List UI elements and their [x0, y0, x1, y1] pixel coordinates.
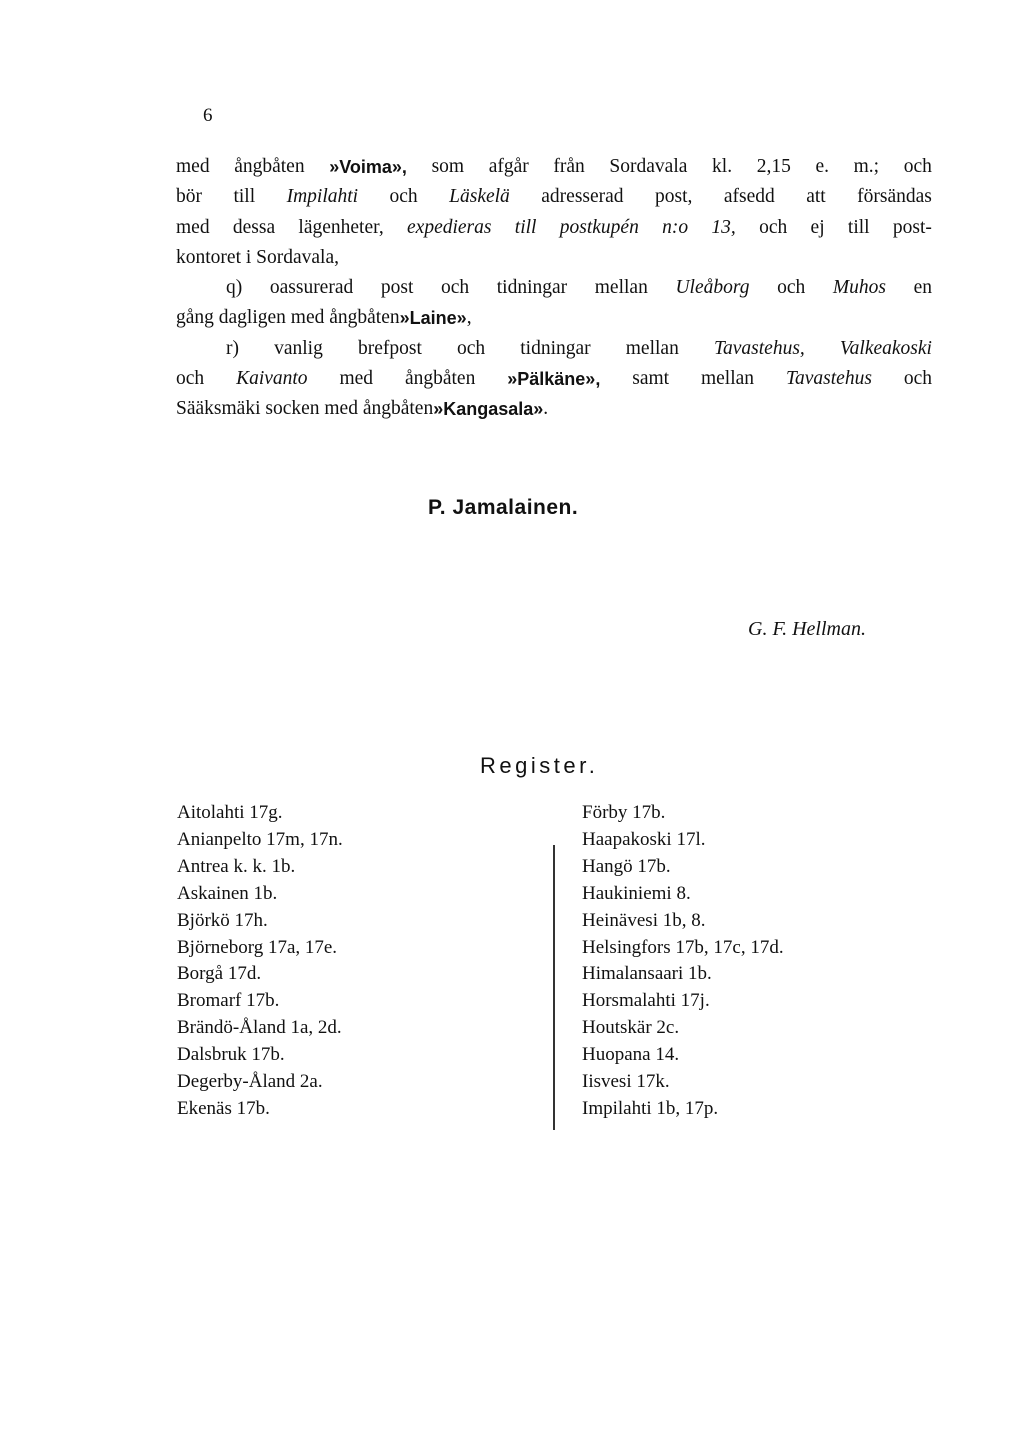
register-entry: Iisvesi 17k.: [582, 1071, 670, 1093]
punctuation: ,: [466, 307, 472, 329]
word: Sordavala: [609, 156, 688, 177]
register-entry: Degerby-Åland 2a.: [177, 1071, 323, 1093]
word: 13,: [711, 216, 736, 238]
punctuation: .: [543, 398, 549, 420]
word: lägenheter,: [298, 216, 384, 238]
word: post,: [655, 186, 693, 208]
text-line-9: [176, 394, 932, 424]
word: kl.: [712, 156, 733, 177]
text-line-3: [176, 213, 932, 243]
register-entry: Impilahti 1b, 17p.: [582, 1097, 719, 1119]
word: m.;: [853, 156, 880, 177]
word: q): [226, 277, 243, 299]
page-number: 6: [203, 105, 213, 126]
signature-jamalainen: P. Jamalainen.: [428, 496, 579, 519]
word: n:o: [662, 216, 689, 238]
word: med: [339, 368, 374, 390]
word: och: [176, 368, 205, 390]
boat-name: »Voima»,: [329, 157, 407, 177]
place-name: Muhos: [832, 277, 886, 299]
word: ångbåten: [404, 368, 476, 390]
register-entry: Brändö-Åland 1a, 2d.: [177, 1017, 342, 1039]
word: r): [226, 337, 239, 359]
register-entry: Dalsbruk 17b.: [177, 1044, 285, 1066]
register-entry: Haukiniemi 8.: [582, 882, 691, 904]
register-entry: Horsmalahti 17j.: [582, 990, 710, 1012]
register-entry: Förby 17b.: [582, 802, 666, 823]
word: från: [553, 156, 585, 177]
register-column-left: [177, 800, 343, 1123]
word: och: [777, 277, 806, 299]
text-run: gång dagligen med ångbåten: [176, 307, 400, 329]
word: mellan: [594, 277, 648, 299]
register-entry: Huopana 14.: [582, 1044, 680, 1066]
word: expedieras: [407, 216, 492, 238]
register-entry: Haapakoski 17l.: [582, 828, 706, 850]
place-name: Läskelä: [449, 186, 510, 208]
word: adresserad: [541, 186, 624, 208]
register-title: Register.: [480, 753, 599, 778]
word: till: [233, 186, 256, 208]
word: mellan: [625, 337, 679, 359]
word: och: [440, 277, 470, 299]
register-entry: Bromarf 17b.: [177, 990, 280, 1012]
text-run: Sääksmäki socken med ångbåten: [176, 398, 434, 420]
signature-hellman: G. F. Hellman.: [748, 618, 866, 640]
word: som: [431, 156, 465, 177]
text-line-5: [176, 273, 932, 303]
word: till: [847, 216, 870, 238]
word: brefpost: [357, 337, 422, 359]
word: post: [380, 277, 414, 299]
register-entry: Aitolahti 17g.: [177, 802, 283, 823]
word: mellan: [700, 368, 755, 390]
text-line-7: [176, 334, 932, 364]
boat-name: »Pälkäne»,: [507, 369, 601, 390]
word: dessa: [232, 216, 276, 238]
register-entry: Borgå 17d.: [177, 963, 262, 985]
place-name: Uleåborg: [675, 277, 750, 299]
register-entry: Heinävesi 1b, 8.: [582, 909, 706, 931]
boat-name: »Kangasala»: [433, 399, 544, 420]
column-divider: [553, 845, 555, 1130]
text-line-6: [176, 303, 932, 333]
word: ej: [810, 216, 825, 238]
place-name: Tavastehus,: [713, 337, 805, 359]
word: samt: [632, 368, 670, 390]
register-entry: Houtskär 2c.: [582, 1017, 680, 1039]
word: och: [456, 337, 486, 359]
word: tidningar: [520, 337, 591, 359]
place-name: Impilahti: [286, 186, 359, 208]
word: 2,15: [756, 156, 791, 177]
word: försändas: [857, 186, 932, 208]
word: en: [913, 277, 932, 299]
register-entry: Helsingfors 17b, 17c, 17d.: [582, 936, 784, 958]
register-entry: Björneborg 17a, 17e.: [177, 936, 338, 958]
place-name: Kaivanto: [236, 368, 308, 390]
text-line-4: [176, 243, 932, 273]
word: och: [389, 186, 418, 208]
register-entry: Askainen 1b.: [177, 882, 278, 904]
place-name: Tavastehus: [785, 368, 872, 390]
word: att: [806, 186, 826, 208]
text-line-1: [176, 152, 932, 182]
word: vanlig: [274, 337, 323, 359]
register-entry: Ekenäs 17b.: [177, 1097, 270, 1119]
register-column-right: [582, 800, 784, 1123]
word: med: [176, 156, 210, 177]
word: och: [903, 368, 932, 390]
register-entry: Antrea k. k. 1b.: [177, 855, 296, 877]
word: postkupén: [559, 216, 639, 238]
word: oassurerad: [269, 277, 354, 299]
register-entry: Hangö 17b.: [582, 855, 671, 877]
register-entry: Björkö 17h.: [177, 909, 268, 931]
register-entry: Anianpelto 17m, 17n.: [177, 828, 343, 850]
word: ångbåten: [234, 156, 305, 177]
text-line-2: [176, 182, 932, 212]
word: till: [514, 216, 537, 238]
text-run: kontoret i Sordavala,: [176, 246, 339, 268]
word: e.: [815, 156, 829, 177]
word: med: [176, 216, 210, 238]
register-entry: Himalansaari 1b.: [582, 963, 712, 985]
text-line-8: [176, 364, 932, 394]
word: och: [903, 156, 932, 177]
word: tidningar: [496, 277, 568, 299]
word: och: [759, 216, 788, 238]
body-paragraph: [176, 152, 932, 425]
place-name: Valkeakoski: [839, 337, 932, 359]
word: bör: [176, 186, 202, 208]
word: post-: [892, 216, 932, 238]
word: afgår: [488, 156, 529, 177]
word: afsedd: [723, 186, 775, 208]
boat-name: »Laine»: [399, 308, 467, 329]
